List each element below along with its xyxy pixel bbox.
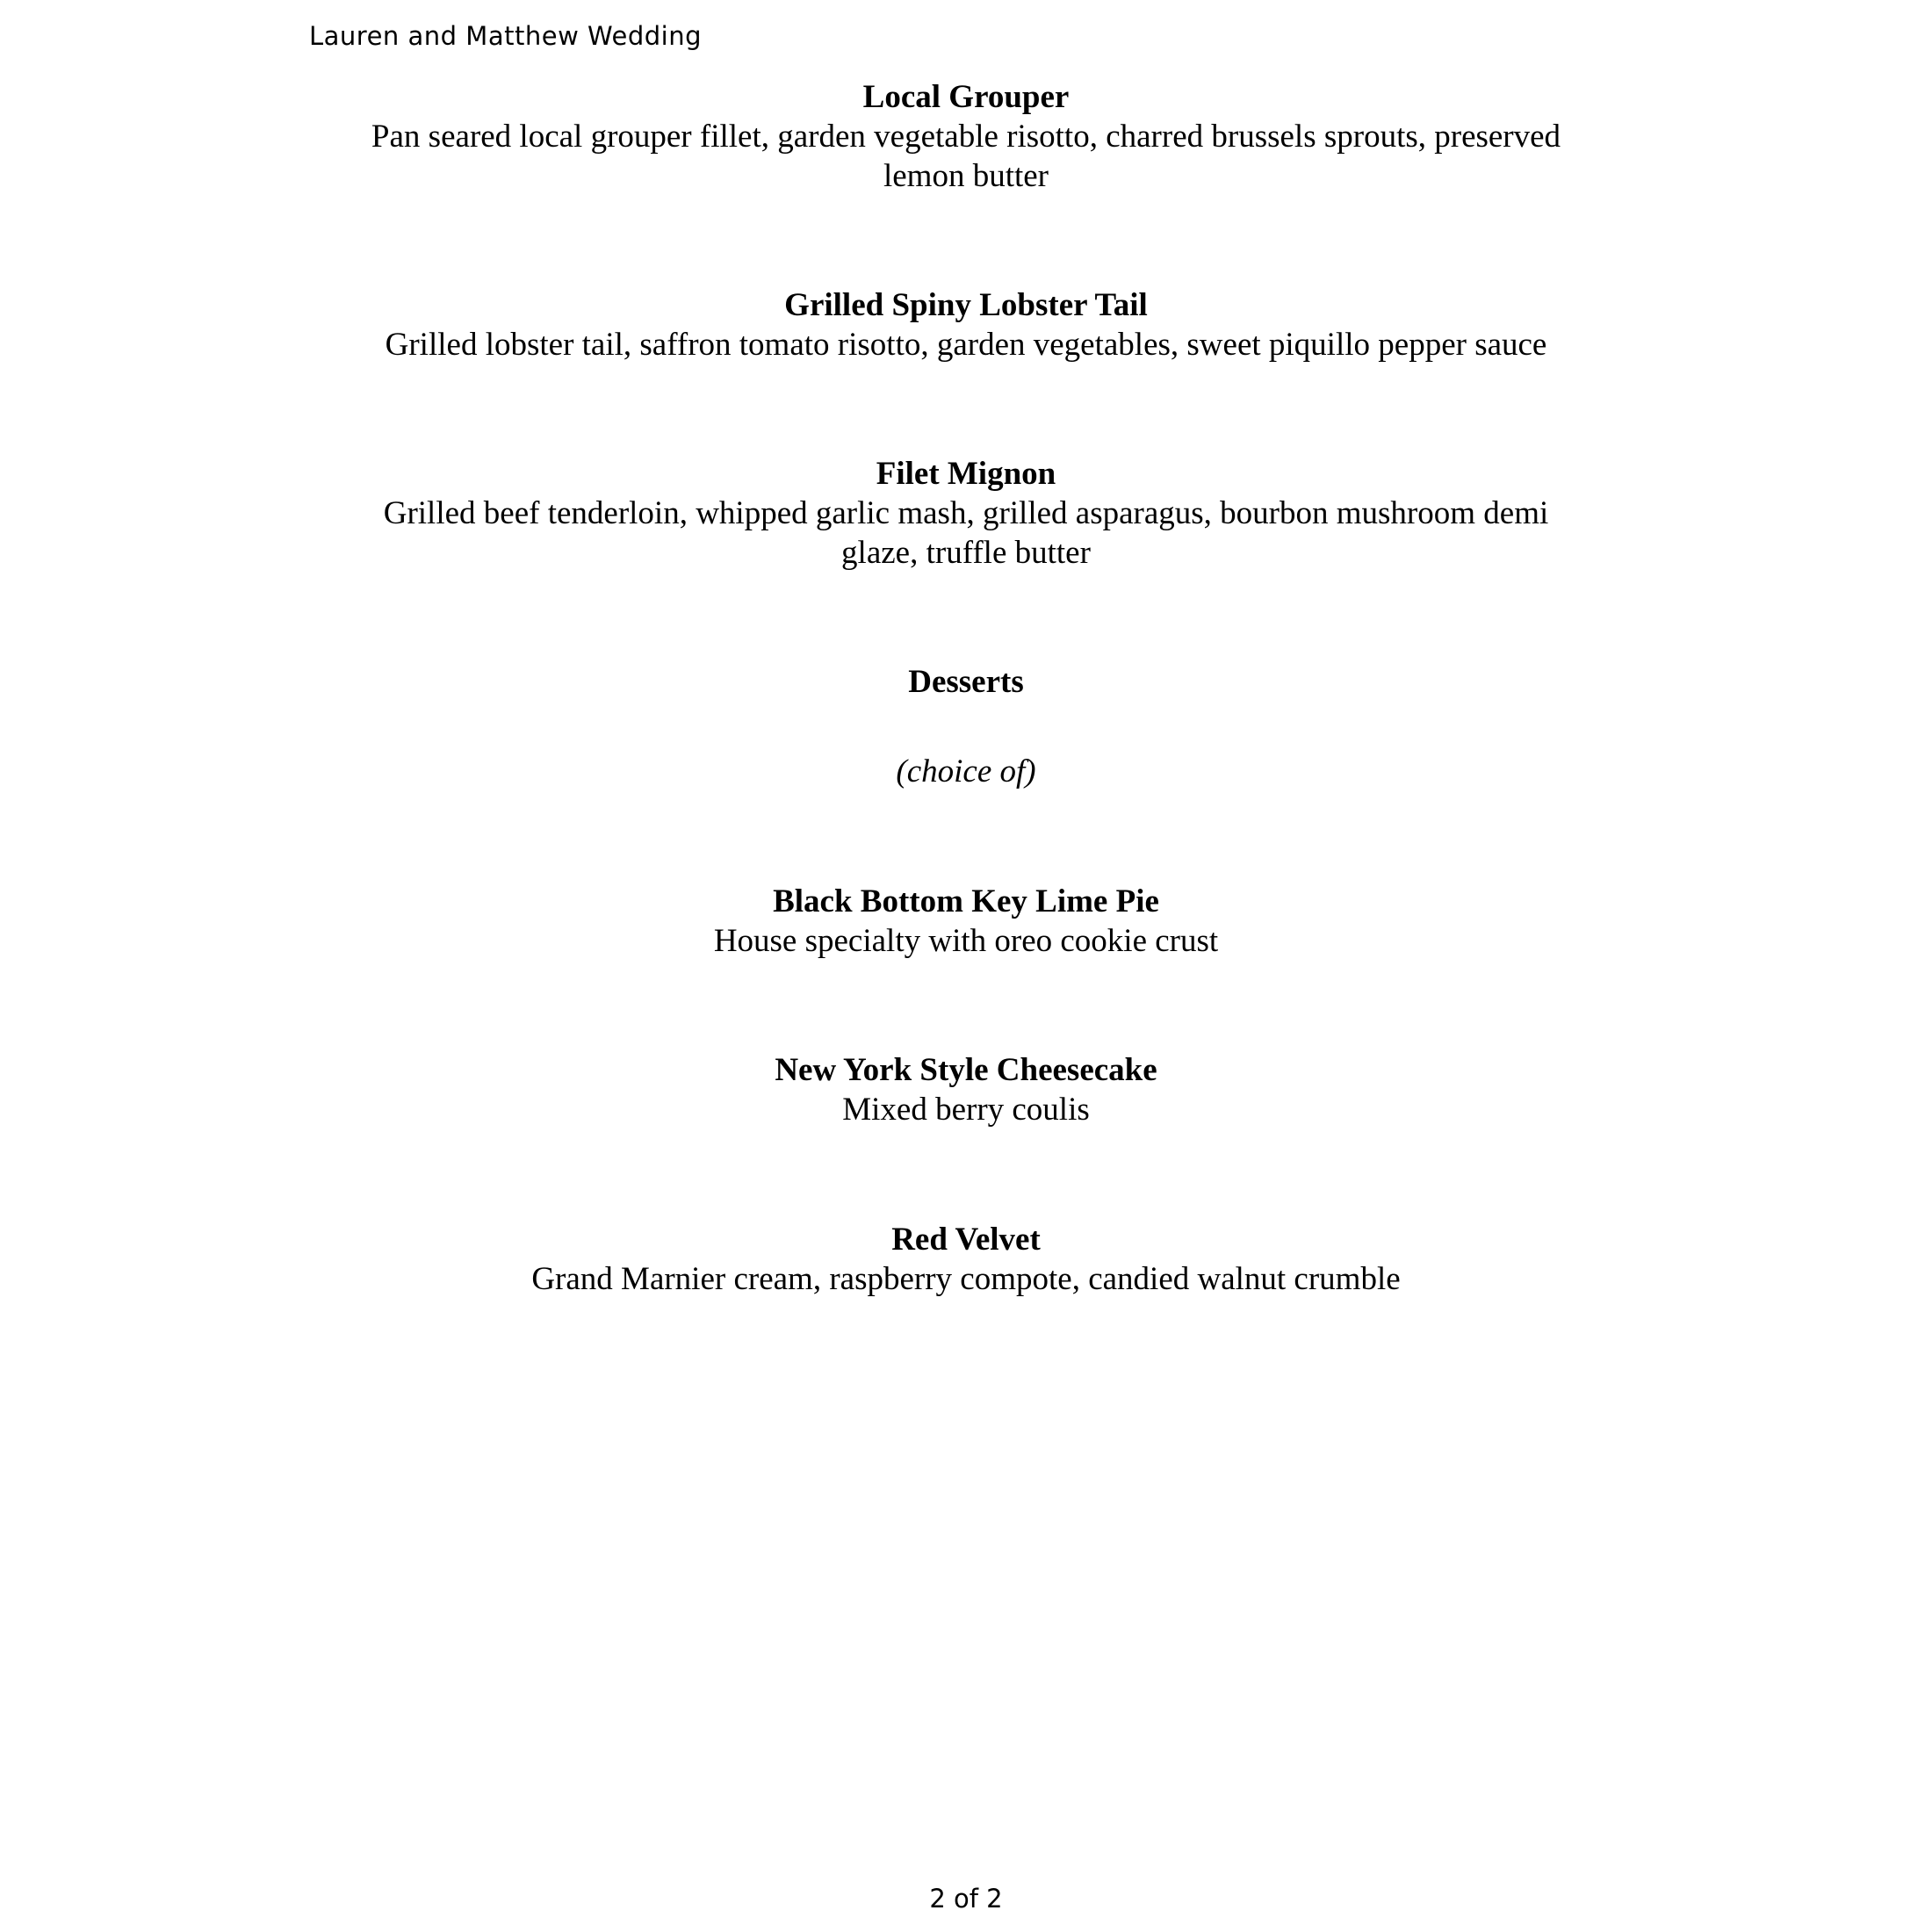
menu-item-description-line: Pan seared local grouper fillet, garden vegetable risotto, charred brussels sprouts, preserved	[371, 119, 1561, 155]
menu-item-description-line: Grand Marnier cream, raspberry compote, candied walnut crumble	[531, 1261, 1401, 1297]
menu-item-description-line: House specialty with oreo cookie crust	[713, 923, 1219, 959]
menu-item-description-line: Grilled lobster tail, saffron tomato risotto, garden vegetables, sweet piquillo pepper sauce	[385, 327, 1547, 363]
menu-item-description-line: Mixed berry coulis	[842, 1092, 1090, 1128]
menu-item-new-york-style-cheesecake	[316, 1050, 1616, 1129]
menu-item-description-line: glaze, truffle butter	[841, 535, 1091, 571]
menu-item-local-grouper	[316, 77, 1616, 196]
menu-item-name: Black Bottom Key Lime Pie	[773, 883, 1159, 919]
menu-item-name: Red Velvet	[891, 1222, 1041, 1258]
menu-item-grilled-spiny-lobster-tail	[316, 285, 1616, 364]
menu-item-name: Grilled Spiny Lobster Tail	[784, 287, 1148, 323]
desserts-section-title: Desserts	[908, 664, 1024, 700]
menu-item-red-velvet	[316, 1220, 1616, 1299]
document-header: Lauren and Matthew Wedding	[309, 21, 702, 51]
menu-item-name: New York Style Cheesecake	[775, 1052, 1157, 1088]
page-number: 2 of 2	[929, 1884, 1003, 1914]
desserts-section-subtitle: (choice of)	[896, 753, 1036, 789]
menu-item-black-bottom-key-lime-pie	[316, 882, 1616, 961]
menu-item-filet-mignon	[316, 454, 1616, 573]
menu-item-name: Filet Mignon	[876, 456, 1056, 492]
menu-item-name: Local Grouper	[862, 79, 1070, 115]
menu-item-description-line: Grilled beef tenderloin, whipped garlic mash, grilled asparagus, bourbon mushroom demi	[383, 495, 1549, 531]
menu-item-description-line: lemon butter	[883, 158, 1049, 194]
